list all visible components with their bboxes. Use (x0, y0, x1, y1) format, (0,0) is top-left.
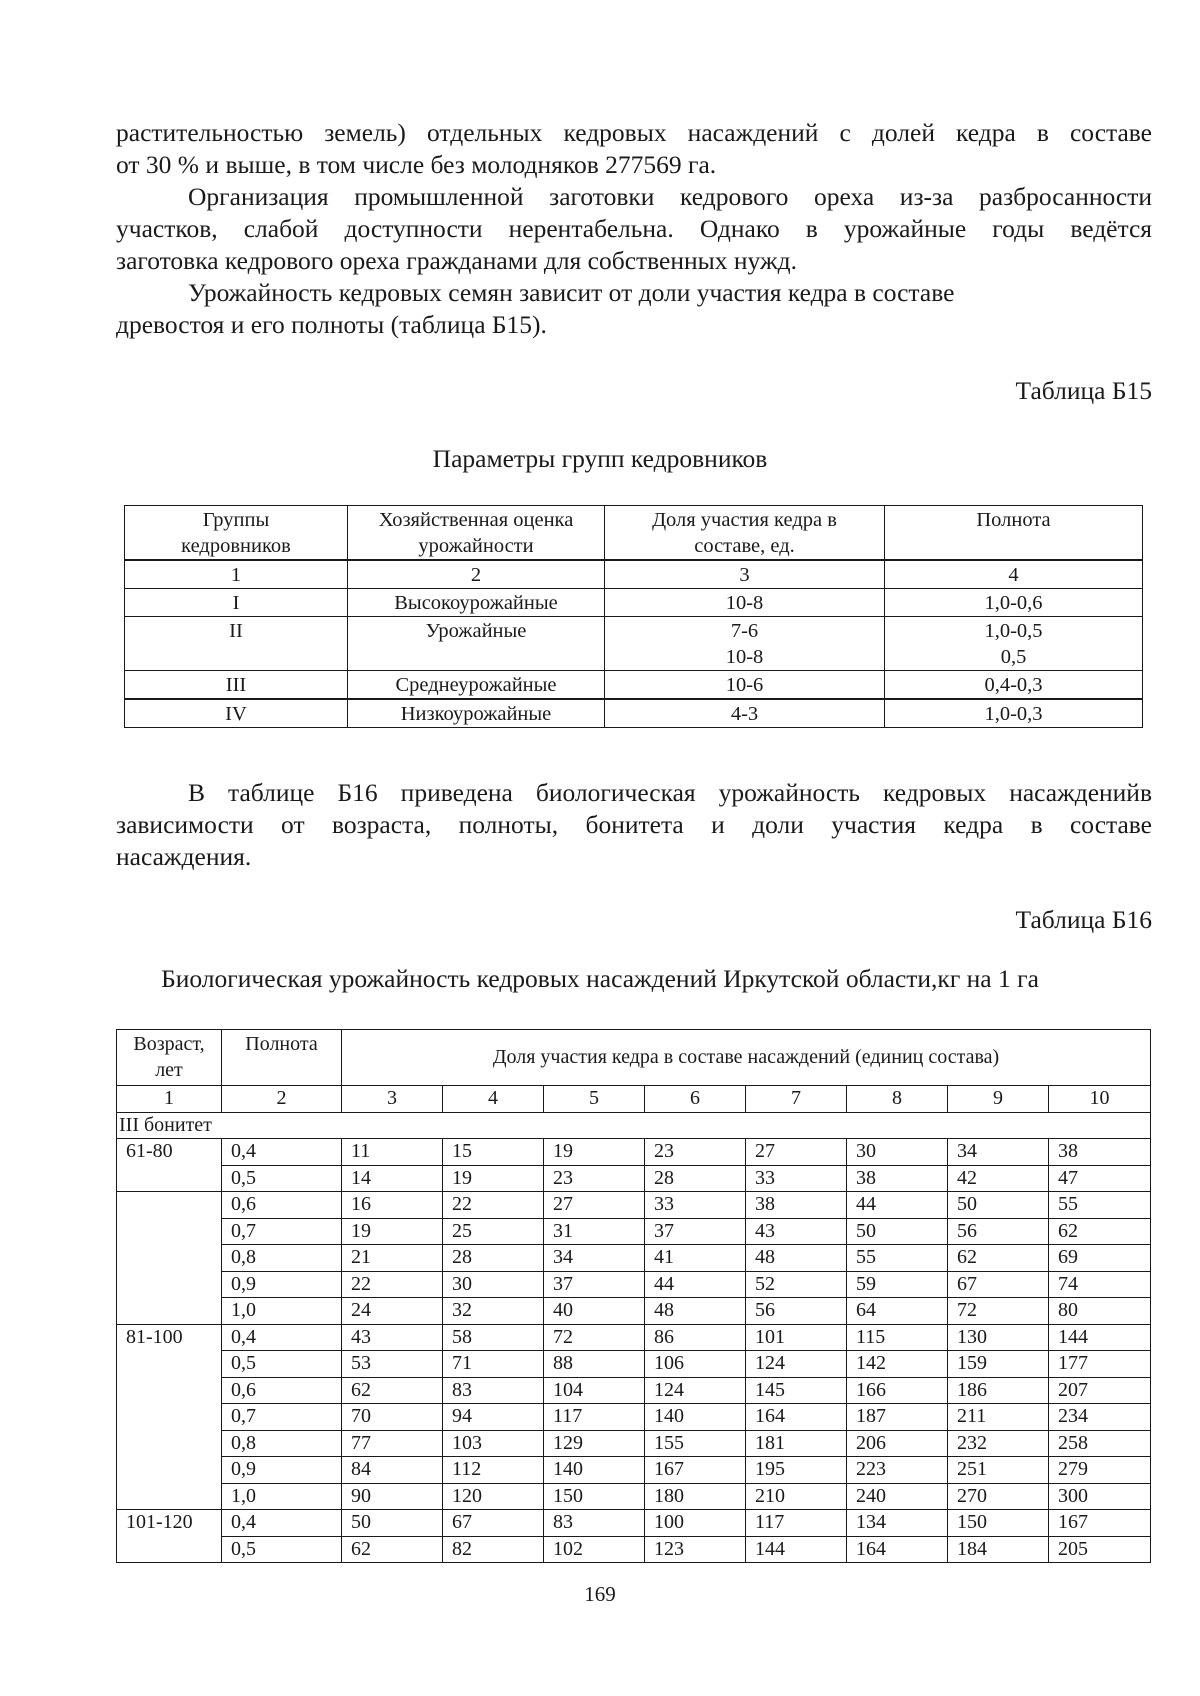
yield-cell: 56 (746, 1298, 847, 1325)
table-b15-caption: Параметры групп кедровников (432, 444, 768, 473)
yield-cell: 72 (948, 1298, 1049, 1325)
table-row (117, 1218, 1151, 1245)
yield-cell: 31 (544, 1218, 645, 1245)
yield-cell: 129 (544, 1430, 645, 1457)
yield-cell: 28 (645, 1165, 746, 1192)
yield-cell: 25 (443, 1218, 544, 1245)
density-cell: 0,7 (222, 1218, 342, 1245)
yield-cell: 145 (746, 1377, 847, 1404)
density-cell: 0,9 (222, 1457, 342, 1484)
yield-cell: 150 (544, 1483, 645, 1510)
text-line: участков, слабой доступности нерентабельна. Однако в урожайные годы ведётся (116, 214, 1152, 243)
table-row: II Урожайные 7-6 10-8 1,0-0,5 0,5 (125, 617, 1143, 671)
table-row: I Высокоурожайные 10-8 1,0-0,6 (125, 589, 1143, 617)
yield-cell: 144 (1049, 1324, 1151, 1351)
yield-cell: 50 (948, 1192, 1049, 1219)
yield-cell: 27 (544, 1192, 645, 1219)
age-cell: 81-100 (117, 1324, 222, 1510)
table-row (117, 1536, 1151, 1563)
density-cell: 1,0 (222, 1483, 342, 1510)
section-label: III бонитет (117, 1112, 1151, 1139)
yield-cell: 207 (1049, 1377, 1151, 1404)
table-b16-label: Таблица Б16 (1015, 905, 1152, 934)
yield-cell: 101 (746, 1324, 847, 1351)
header-cell: Полнота (885, 506, 1143, 561)
yield-cell: 21 (342, 1245, 443, 1272)
yield-cell: 130 (948, 1324, 1049, 1351)
yield-cell: 140 (645, 1404, 746, 1431)
yield-cell: 50 (342, 1510, 443, 1537)
age-cell: 101-120 (117, 1510, 222, 1563)
yield-cell: 64 (847, 1298, 948, 1325)
yield-cell: 55 (847, 1245, 948, 1272)
table-b16-caption: Биологическая урожайность кедровых насаждений Иркутской области,кг на 1 га (161, 964, 1039, 993)
yield-cell: 56 (948, 1218, 1049, 1245)
yield-cell: 42 (948, 1165, 1049, 1192)
yield-cell: 14 (342, 1165, 443, 1192)
yield-cell: 177 (1049, 1351, 1151, 1378)
yield-cell: 33 (746, 1165, 847, 1192)
text-line: В таблице Б16 приведена биологическая урожайность кедровых насажденийв (188, 778, 1152, 807)
yield-cell: 140 (544, 1457, 645, 1484)
yield-cell: 37 (645, 1218, 746, 1245)
yield-cell: 62 (342, 1536, 443, 1563)
yield-cell: 38 (847, 1165, 948, 1192)
yield-cell: 38 (1049, 1139, 1151, 1166)
section-row (117, 1112, 1151, 1139)
table-row (117, 1483, 1151, 1510)
paragraph-1 (116, 117, 1152, 181)
header-cell: Группы кедровников (125, 506, 348, 561)
yield-cell: 77 (342, 1430, 443, 1457)
yield-cell: 211 (948, 1404, 1049, 1431)
yield-cell: 279 (1049, 1457, 1151, 1484)
paragraph-3 (116, 277, 1152, 341)
yield-cell: 104 (544, 1377, 645, 1404)
yield-cell: 72 (544, 1324, 645, 1351)
yield-cell: 102 (544, 1536, 645, 1563)
yield-cell: 74 (1049, 1271, 1151, 1298)
yield-cell: 115 (847, 1324, 948, 1351)
yield-cell: 106 (645, 1351, 746, 1378)
density-cell: 0,6 (222, 1192, 342, 1219)
yield-cell: 181 (746, 1430, 847, 1457)
yield-cell: 44 (847, 1192, 948, 1219)
yield-cell: 67 (948, 1271, 1049, 1298)
yield-cell: 210 (746, 1483, 847, 1510)
yield-cell: 30 (443, 1271, 544, 1298)
yield-cell: 41 (645, 1245, 746, 1272)
yield-cell: 258 (1049, 1430, 1151, 1457)
yield-cell: 55 (1049, 1192, 1151, 1219)
yield-cell: 206 (847, 1430, 948, 1457)
yield-cell: 195 (746, 1457, 847, 1484)
yield-cell: 120 (443, 1483, 544, 1510)
yield-cell: 103 (443, 1430, 544, 1457)
yield-cell: 38 (746, 1192, 847, 1219)
yield-cell: 124 (645, 1377, 746, 1404)
density-cell: 0,4 (222, 1510, 342, 1537)
table-header-row (125, 506, 1143, 561)
yield-cell: 100 (645, 1510, 746, 1537)
density-cell: 0,5 (222, 1165, 342, 1192)
paragraph-2 (116, 181, 1152, 277)
density-cell: 0,7 (222, 1404, 342, 1431)
yield-cell: 300 (1049, 1483, 1151, 1510)
text-line: заготовка кедрового ореха гражданами для собственных нужд. (116, 246, 797, 275)
yield-cell: 43 (342, 1324, 443, 1351)
yield-cell: 232 (948, 1430, 1049, 1457)
yield-cell: 40 (544, 1298, 645, 1325)
header-density: Полнота (222, 1030, 342, 1086)
yield-cell: 33 (645, 1192, 746, 1219)
yield-cell: 80 (1049, 1298, 1151, 1325)
yield-cell: 32 (443, 1298, 544, 1325)
table-b15-label: Таблица Б15 (1015, 376, 1152, 405)
table-row (117, 1139, 1151, 1166)
density-cell: 0,6 (222, 1377, 342, 1404)
density-cell: 0,5 (222, 1536, 342, 1563)
yield-cell: 205 (1049, 1536, 1151, 1563)
yield-cell: 124 (746, 1351, 847, 1378)
text-line: древостоя и его полноты (таблица Б15). (116, 310, 547, 339)
column-number-row: 1 2 3 4 5 6 7 8 9 10 (117, 1086, 1151, 1113)
yield-cell: 30 (847, 1139, 948, 1166)
yield-cell: 59 (847, 1271, 948, 1298)
table-b15 (124, 505, 1143, 728)
age-cell-empty (117, 1192, 222, 1325)
yield-cell: 48 (645, 1298, 746, 1325)
yield-cell: 90 (342, 1483, 443, 1510)
yield-cell: 43 (746, 1218, 847, 1245)
yield-cell: 19 (342, 1218, 443, 1245)
yield-cell: 186 (948, 1377, 1049, 1404)
yield-cell: 27 (746, 1139, 847, 1166)
yield-cell: 23 (544, 1165, 645, 1192)
yield-cell: 155 (645, 1430, 746, 1457)
table-row (117, 1271, 1151, 1298)
table-row (117, 1377, 1151, 1404)
yield-cell: 23 (645, 1139, 746, 1166)
yield-cell: 44 (645, 1271, 746, 1298)
yield-cell: 19 (443, 1165, 544, 1192)
yield-cell: 62 (342, 1377, 443, 1404)
yield-cell: 71 (443, 1351, 544, 1378)
paragraph-4 (116, 777, 1152, 873)
yield-cell: 167 (1049, 1510, 1151, 1537)
yield-cell: 83 (443, 1377, 544, 1404)
yield-cell: 58 (443, 1324, 544, 1351)
text-line: Организация промышленной заготовки кедрового ореха из-за разбросанности (188, 182, 1152, 211)
yield-cell: 144 (746, 1536, 847, 1563)
yield-cell: 16 (342, 1192, 443, 1219)
yield-cell: 19 (544, 1139, 645, 1166)
yield-cell: 251 (948, 1457, 1049, 1484)
table-b16 (116, 1029, 1151, 1563)
table-row: III Среднеурожайные 10-6 0,4-0,3 (125, 671, 1143, 700)
table-row (117, 1404, 1151, 1431)
yield-cell: 52 (746, 1271, 847, 1298)
table-row (117, 1324, 1151, 1351)
yield-cell: 15 (443, 1139, 544, 1166)
yield-cell: 234 (1049, 1404, 1151, 1431)
table-b16-body (117, 1030, 1151, 1563)
yield-cell: 180 (645, 1483, 746, 1510)
table-row (117, 1298, 1151, 1325)
yield-cell: 62 (1049, 1218, 1151, 1245)
table-row: IV Низкоурожайные 4-3 1,0-0,3 (125, 699, 1143, 728)
text-line: от 30 % и выше, в том числе без молодняков 277569 га. (116, 150, 717, 179)
table-header-row (117, 1030, 1151, 1086)
yield-cell: 142 (847, 1351, 948, 1378)
density-cell: 0,8 (222, 1245, 342, 1272)
yield-cell: 187 (847, 1404, 948, 1431)
yield-cell: 150 (948, 1510, 1049, 1537)
yield-cell: 112 (443, 1457, 544, 1484)
yield-cell: 24 (342, 1298, 443, 1325)
yield-cell: 70 (342, 1404, 443, 1431)
age-cell: 61-80 (117, 1139, 222, 1192)
yield-cell: 167 (645, 1457, 746, 1484)
yield-cell: 69 (1049, 1245, 1151, 1272)
text-line: Урожайность кедровых семян зависит от доли участия кедра в составе (188, 278, 955, 307)
yield-cell: 164 (746, 1404, 847, 1431)
header-share: Доля участия кедра в составе насаждений (единиц состава) (342, 1030, 1151, 1086)
table-row (117, 1510, 1151, 1537)
yield-cell: 83 (544, 1510, 645, 1537)
yield-cell: 67 (443, 1510, 544, 1537)
yield-cell: 117 (544, 1404, 645, 1431)
table-row (117, 1165, 1151, 1192)
yield-cell: 47 (1049, 1165, 1151, 1192)
yield-cell: 270 (948, 1483, 1049, 1510)
yield-cell: 34 (948, 1139, 1049, 1166)
table-row (117, 1351, 1151, 1378)
yield-cell: 240 (847, 1483, 948, 1510)
yield-cell: 50 (847, 1218, 948, 1245)
header-cell: Доля участия кедра в составе, ед. (605, 506, 885, 561)
yield-cell: 37 (544, 1271, 645, 1298)
yield-cell: 53 (342, 1351, 443, 1378)
density-cell: 0,8 (222, 1430, 342, 1457)
yield-cell: 22 (342, 1271, 443, 1298)
text-line: растительностью земель) отдельных кедровых насаждений с долей кедра в составе (116, 118, 1152, 147)
yield-cell: 86 (645, 1324, 746, 1351)
yield-cell: 184 (948, 1536, 1049, 1563)
table-row (117, 1457, 1151, 1484)
yield-cell: 22 (443, 1192, 544, 1219)
density-cell: 0,4 (222, 1324, 342, 1351)
yield-cell: 166 (847, 1377, 948, 1404)
yield-cell: 94 (443, 1404, 544, 1431)
yield-cell: 62 (948, 1245, 1049, 1272)
yield-cell: 117 (746, 1510, 847, 1537)
text-line: насаждения. (116, 842, 252, 871)
density-cell: 1,0 (222, 1298, 342, 1325)
table-row (117, 1192, 1151, 1219)
yield-cell: 34 (544, 1245, 645, 1272)
header-age: Возраст, лет (117, 1030, 222, 1086)
density-cell: 0,5 (222, 1351, 342, 1378)
text-line: зависимости от возраста, полноты, бонитета и доли участия кедра в составе (116, 810, 1152, 839)
yield-cell: 82 (443, 1536, 544, 1563)
yield-cell: 134 (847, 1510, 948, 1537)
table-row (117, 1245, 1151, 1272)
table-row (117, 1430, 1151, 1457)
yield-cell: 48 (746, 1245, 847, 1272)
density-cell: 0,4 (222, 1139, 342, 1166)
yield-cell: 84 (342, 1457, 443, 1484)
yield-cell: 164 (847, 1536, 948, 1563)
density-cell: 0,9 (222, 1271, 342, 1298)
column-number-row: 1 2 3 4 (125, 560, 1143, 589)
page-number: 169 (584, 1582, 616, 1606)
yield-cell: 159 (948, 1351, 1049, 1378)
yield-cell: 11 (342, 1139, 443, 1166)
yield-cell: 123 (645, 1536, 746, 1563)
yield-cell: 28 (443, 1245, 544, 1272)
yield-cell: 223 (847, 1457, 948, 1484)
yield-cell: 88 (544, 1351, 645, 1378)
header-cell: Хозяйственная оценка урожайности (348, 506, 605, 561)
